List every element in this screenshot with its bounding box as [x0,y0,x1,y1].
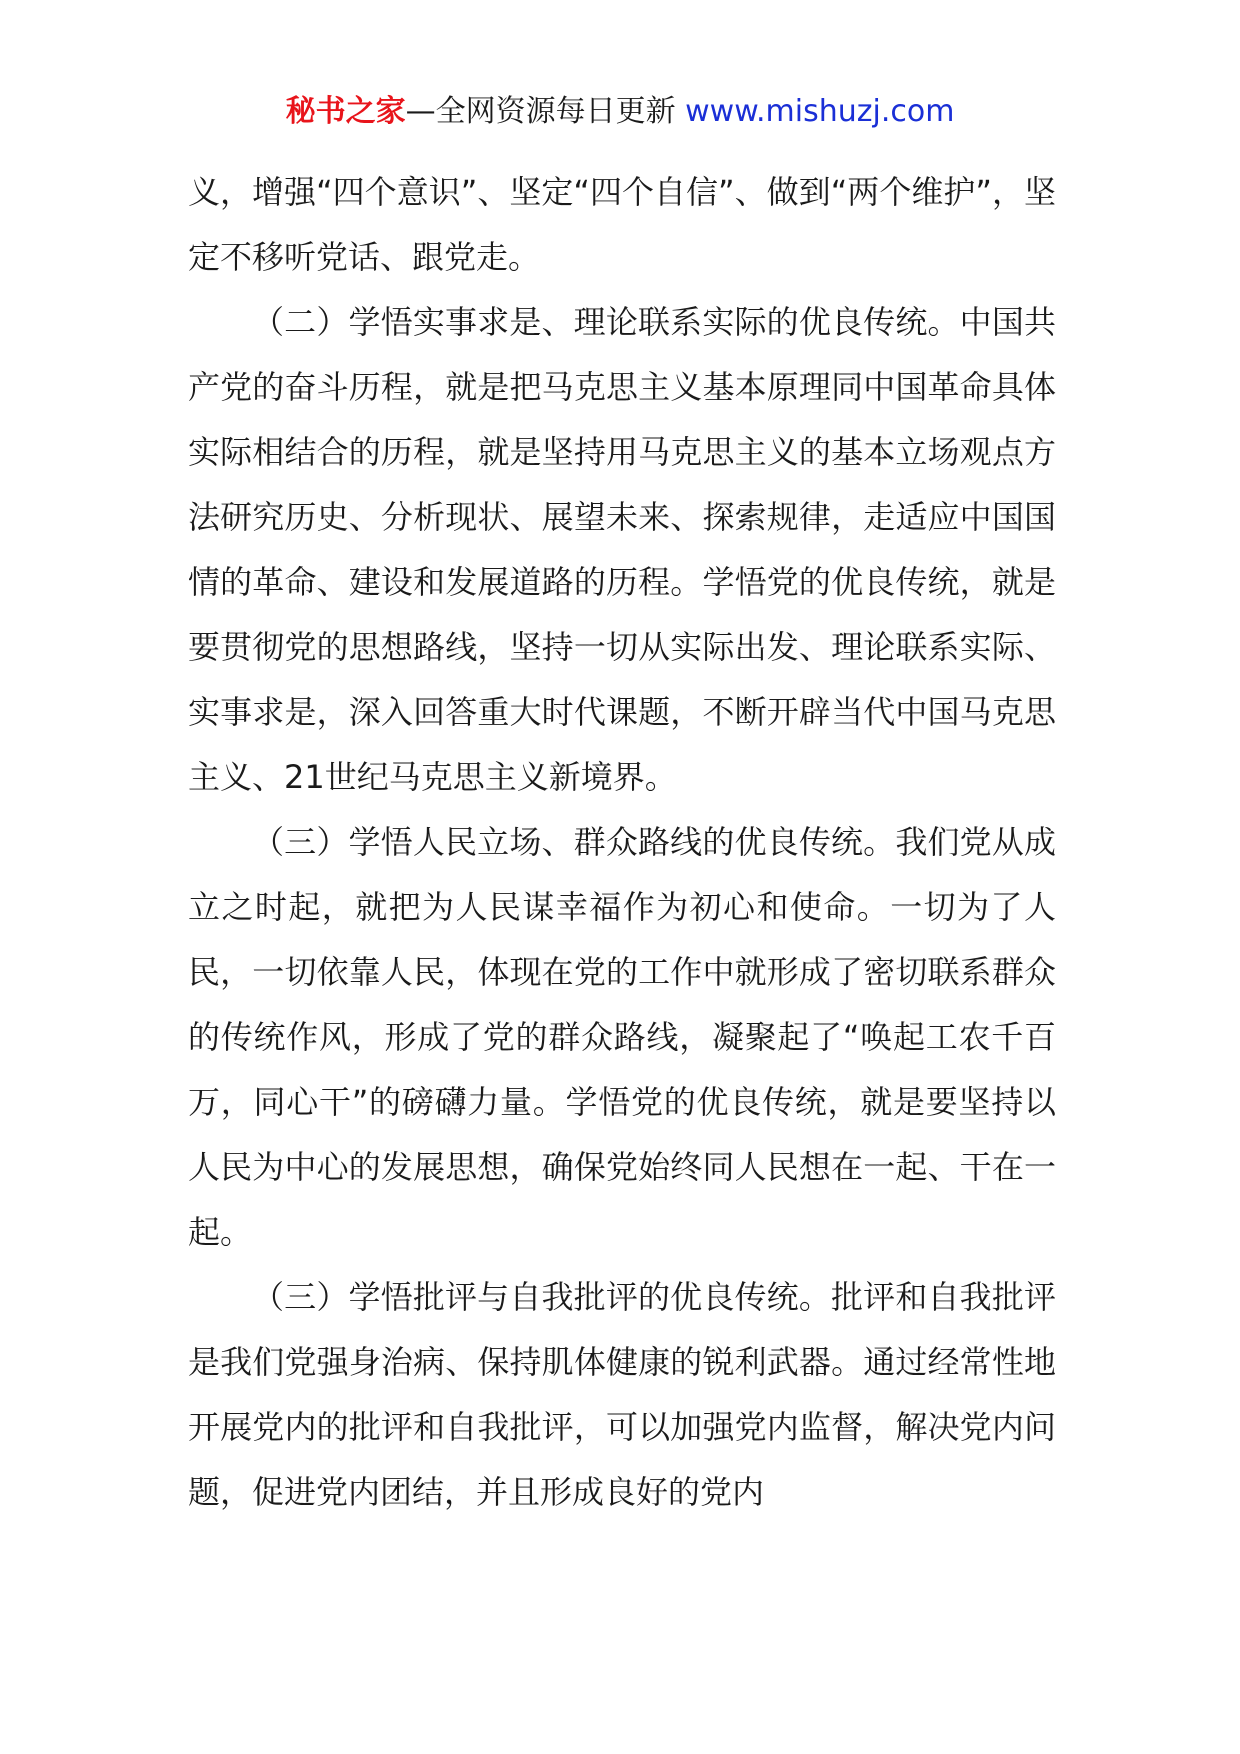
paragraph-section-4: （三）学悟批评与自我批评的优良传统。批评和自我批评是我们党强身治病、保持肌体健康的锐利武器。通过经常性地开展党内的批评和自我批评，可以加强党内监督，解决党内问题，促进党内团结，并且形成良好的党内 [188,1278,1056,1511]
paragraph-continuation: 义，增强“四个意识”、坚定“四个自信”、做到“两个维护”，坚定不移听党话、跟党走。 [188,173,1056,276]
brand-name: 秘书之家 [285,94,406,129]
page-header [0,92,1240,132]
paragraph-section-2: （二）学悟实事求是、理论联系实际的优良传统。中国共产党的奋斗历程，就是把马克思主义基本原理同中国革命具体实际相结合的历程，就是坚持用马克思主义的基本立场观点方法研究历史、分析现状、展望未来、探索规律，走适应中国国情的革命、建设和发展道路的历程。学悟党的优良传统，就是要贯彻党的思想路线，坚持一切从实际出发、理论联系实际、实事求是，深入回答重大时代课题，不断开辟当代中国马克思主义、21世纪马克思主义新境界。 [188,303,1056,796]
paragraph-section-3: （三）学悟人民立场、群众路线的优良传统。我们党从成立之时起，就把为人民谋幸福作为初心和使命。一切为了人民，一切依靠人民，体现在党的工作中就形成了密切联系群众的传统作风，形成了党的群众路线，凝聚起了“唤起工农千百万，同心干”的磅礴力量。学悟党的优良传统，就是要坚持以人民为中心的发展思想，确保党始终同人民想在一起、干在一起。 [188,823,1056,1251]
document-body [188,160,1056,1525]
website-link[interactable]: www.mishuzj.com [685,94,955,129]
header-slogan: —全网资源每日更新 [405,94,676,129]
